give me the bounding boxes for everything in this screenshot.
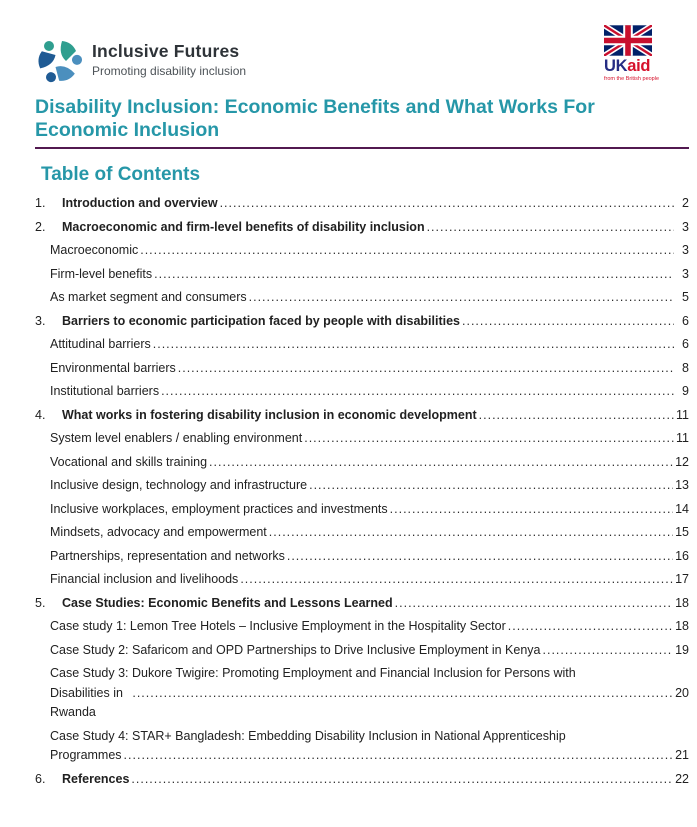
toc-entry-page: 11 bbox=[676, 407, 689, 422]
ukaid-wordmark bbox=[604, 57, 660, 75]
toc-entry[interactable] bbox=[35, 335, 689, 355]
header bbox=[35, 25, 689, 87]
toc-entry[interactable] bbox=[35, 617, 689, 637]
toc-entry-label: Inclusive workplaces, employment practices and investments bbox=[50, 501, 388, 516]
toc-entry-page: 3 bbox=[682, 243, 689, 257]
toc-entry[interactable] bbox=[35, 429, 689, 449]
toc-entry-number: 6. bbox=[35, 771, 46, 786]
toc-entry[interactable] bbox=[35, 523, 689, 543]
toc-entry-label: Partnerships, representation and networks bbox=[50, 548, 285, 563]
toc-dot-leader bbox=[240, 570, 673, 590]
toc-entry-number: 4. bbox=[35, 407, 46, 422]
toc-entry[interactable] bbox=[35, 241, 689, 261]
toc-entry[interactable] bbox=[35, 770, 689, 790]
toc-entry-page: 3 bbox=[682, 219, 689, 234]
toc-entry-page: 9 bbox=[682, 384, 689, 398]
toc-entry-label: Case Study 3: Dukore Twigire: Promoting Employment and Financial Inclusion for Persons with bbox=[50, 666, 576, 680]
toc-entry-page: 16 bbox=[675, 548, 689, 563]
toc-entry[interactable] bbox=[35, 265, 689, 285]
toc-entry-label: As market segment and consumers bbox=[50, 290, 247, 304]
toc-dot-leader bbox=[131, 770, 673, 790]
toc-entry-number: 2. bbox=[35, 219, 46, 234]
toc-dot-leader bbox=[140, 241, 674, 261]
toc-dot-leader bbox=[153, 335, 674, 355]
toc-entry-label: Macroeconomic bbox=[50, 243, 139, 257]
brand-tagline: Promoting disability inclusion bbox=[92, 64, 247, 79]
toc-entry[interactable] bbox=[35, 746, 689, 766]
toc-entry-label: Case study 1: Lemon Tree Hotels – Inclusive Employment in the Hospitality Sector bbox=[50, 619, 506, 633]
toc-entry-page: 8 bbox=[682, 360, 689, 375]
inclusive-futures-logo-icon bbox=[35, 37, 83, 85]
toc-entry-label: Environmental barriers bbox=[50, 360, 176, 375]
toc-entry-label: Inclusive design, technology and infrastructure bbox=[50, 478, 308, 492]
brand-text bbox=[92, 42, 246, 78]
toc-entry-label: System level enablers / enabling environment bbox=[50, 431, 303, 445]
toc-entry[interactable] bbox=[35, 453, 689, 473]
toc-entry-label: Case Study 4: STAR+ Bangladesh: Embedding Disability Inclusion in National Apprenticeship bbox=[50, 728, 566, 743]
brand-title: Inclusive Futures bbox=[92, 41, 240, 61]
toc-entry[interactable] bbox=[35, 684, 689, 723]
toc-dot-leader bbox=[249, 288, 674, 308]
toc-entry-page: 19 bbox=[675, 642, 689, 657]
toc-entry-page: 2 bbox=[682, 196, 689, 210]
toc-entry-label: Macroeconomic and firm-level benefits of disability inclusion bbox=[62, 219, 425, 234]
toc-entry-page: 22 bbox=[675, 771, 689, 786]
toc-entry-label: Vocational and skills training bbox=[50, 454, 208, 469]
toc-entry-label: What works in fostering disability inclusion in economic development bbox=[62, 407, 477, 422]
toc-entry[interactable] bbox=[35, 476, 689, 496]
toc-entry[interactable] bbox=[35, 570, 689, 590]
toc-entry[interactable] bbox=[35, 641, 689, 661]
toc-entry-label: Barriers to economic participation faced by people with disabilities bbox=[62, 313, 461, 328]
toc-entry-label-continuation: Programmes bbox=[50, 748, 122, 762]
toc-entry-label: Mindsets, advocacy and empowerment bbox=[50, 525, 267, 539]
toc-entry-label: Case Studies: Economic Benefits and Lessons Learned bbox=[62, 595, 393, 610]
toc-entry-page: 5 bbox=[682, 290, 689, 304]
toc-dot-leader bbox=[390, 500, 673, 520]
toc-entry-page: 18 bbox=[675, 619, 689, 633]
toc-entry-page: 14 bbox=[675, 501, 689, 516]
toc-dot-leader bbox=[304, 429, 674, 449]
toc-entry-page: 17 bbox=[675, 572, 689, 586]
toc-dot-leader bbox=[154, 265, 674, 285]
document-title: Disability Inclusion: Economic Benefits and What Works For Economic Inclusion bbox=[35, 96, 595, 141]
toc-entry[interactable] bbox=[35, 406, 689, 426]
toc-entry-number: 1. bbox=[35, 196, 46, 210]
toc-dot-leader bbox=[178, 359, 674, 379]
toc-entry-page: 13 bbox=[675, 478, 689, 492]
toc-entry[interactable] bbox=[35, 382, 689, 402]
toc-dot-leader bbox=[209, 453, 673, 473]
toc-dot-leader bbox=[132, 684, 673, 704]
toc-dot-leader bbox=[543, 641, 674, 661]
toc-heading: Table of Contents bbox=[41, 164, 201, 185]
toc-entry-label-continuation: Disabilities in Rwanda bbox=[50, 685, 123, 719]
toc-entry-label: Firm-level benefits bbox=[50, 266, 153, 281]
toc-dot-leader bbox=[287, 547, 673, 567]
toc-entry[interactable] bbox=[35, 547, 689, 567]
toc-entry-page: 21 bbox=[675, 748, 689, 762]
union-jack-flag-icon bbox=[604, 25, 652, 56]
toc-entry-label: Introduction and overview bbox=[62, 196, 218, 210]
toc-entry-label: References bbox=[62, 771, 130, 786]
toc-dot-leader bbox=[309, 476, 673, 496]
toc-entry-page: 15 bbox=[675, 525, 689, 539]
toc-entry[interactable] bbox=[35, 359, 689, 379]
ukaid-uk-text: UK bbox=[604, 57, 628, 75]
toc-entry[interactable] bbox=[35, 288, 689, 308]
toc-entry[interactable] bbox=[35, 500, 689, 520]
ukaid-aid-text: aid bbox=[627, 57, 651, 75]
toc-entry-number: 3. bbox=[35, 313, 46, 328]
ukaid-tagline: from the British people bbox=[604, 76, 660, 83]
toc-entry-number: 5. bbox=[35, 595, 46, 610]
toc-dot-leader bbox=[220, 194, 674, 214]
toc-entry-label: Institutional barriers bbox=[50, 384, 160, 398]
toc-dot-leader bbox=[161, 382, 674, 402]
ukaid-logo bbox=[604, 25, 660, 82]
inclusive-futures-logo bbox=[35, 37, 246, 85]
toc-dot-leader bbox=[269, 523, 673, 543]
toc-entry-label: Attitudinal barriers bbox=[50, 337, 151, 351]
toc-dot-leader bbox=[395, 594, 673, 614]
toc-entry-label: Financial inclusion and livelihoods bbox=[50, 572, 239, 586]
toc-entry-page: 12 bbox=[675, 454, 689, 469]
toc-entry[interactable] bbox=[35, 594, 689, 614]
toc-dot-leader bbox=[124, 746, 674, 766]
toc-entry[interactable] bbox=[35, 312, 689, 332]
toc-entry[interactable] bbox=[35, 194, 689, 214]
title-divider bbox=[35, 147, 689, 149]
toc-dot-leader bbox=[462, 312, 674, 332]
toc-entry-page: 18 bbox=[675, 595, 689, 610]
toc-entry-page: 6 bbox=[682, 313, 689, 328]
toc-list bbox=[35, 194, 689, 789]
toc-dot-leader bbox=[427, 218, 674, 238]
toc-entry-label: Case Study 2: Safaricom and OPD Partnerships to Drive Inclusive Employment in Kenya bbox=[50, 642, 541, 657]
toc-dot-leader bbox=[508, 617, 673, 637]
toc-entry-page: 3 bbox=[682, 266, 689, 281]
toc-dot-leader bbox=[479, 406, 674, 426]
toc-entry[interactable] bbox=[35, 218, 689, 238]
toc-entry-page: 11 bbox=[676, 431, 689, 445]
toc-entry-page: 6 bbox=[682, 337, 689, 351]
toc-entry-page: 20 bbox=[675, 685, 689, 700]
